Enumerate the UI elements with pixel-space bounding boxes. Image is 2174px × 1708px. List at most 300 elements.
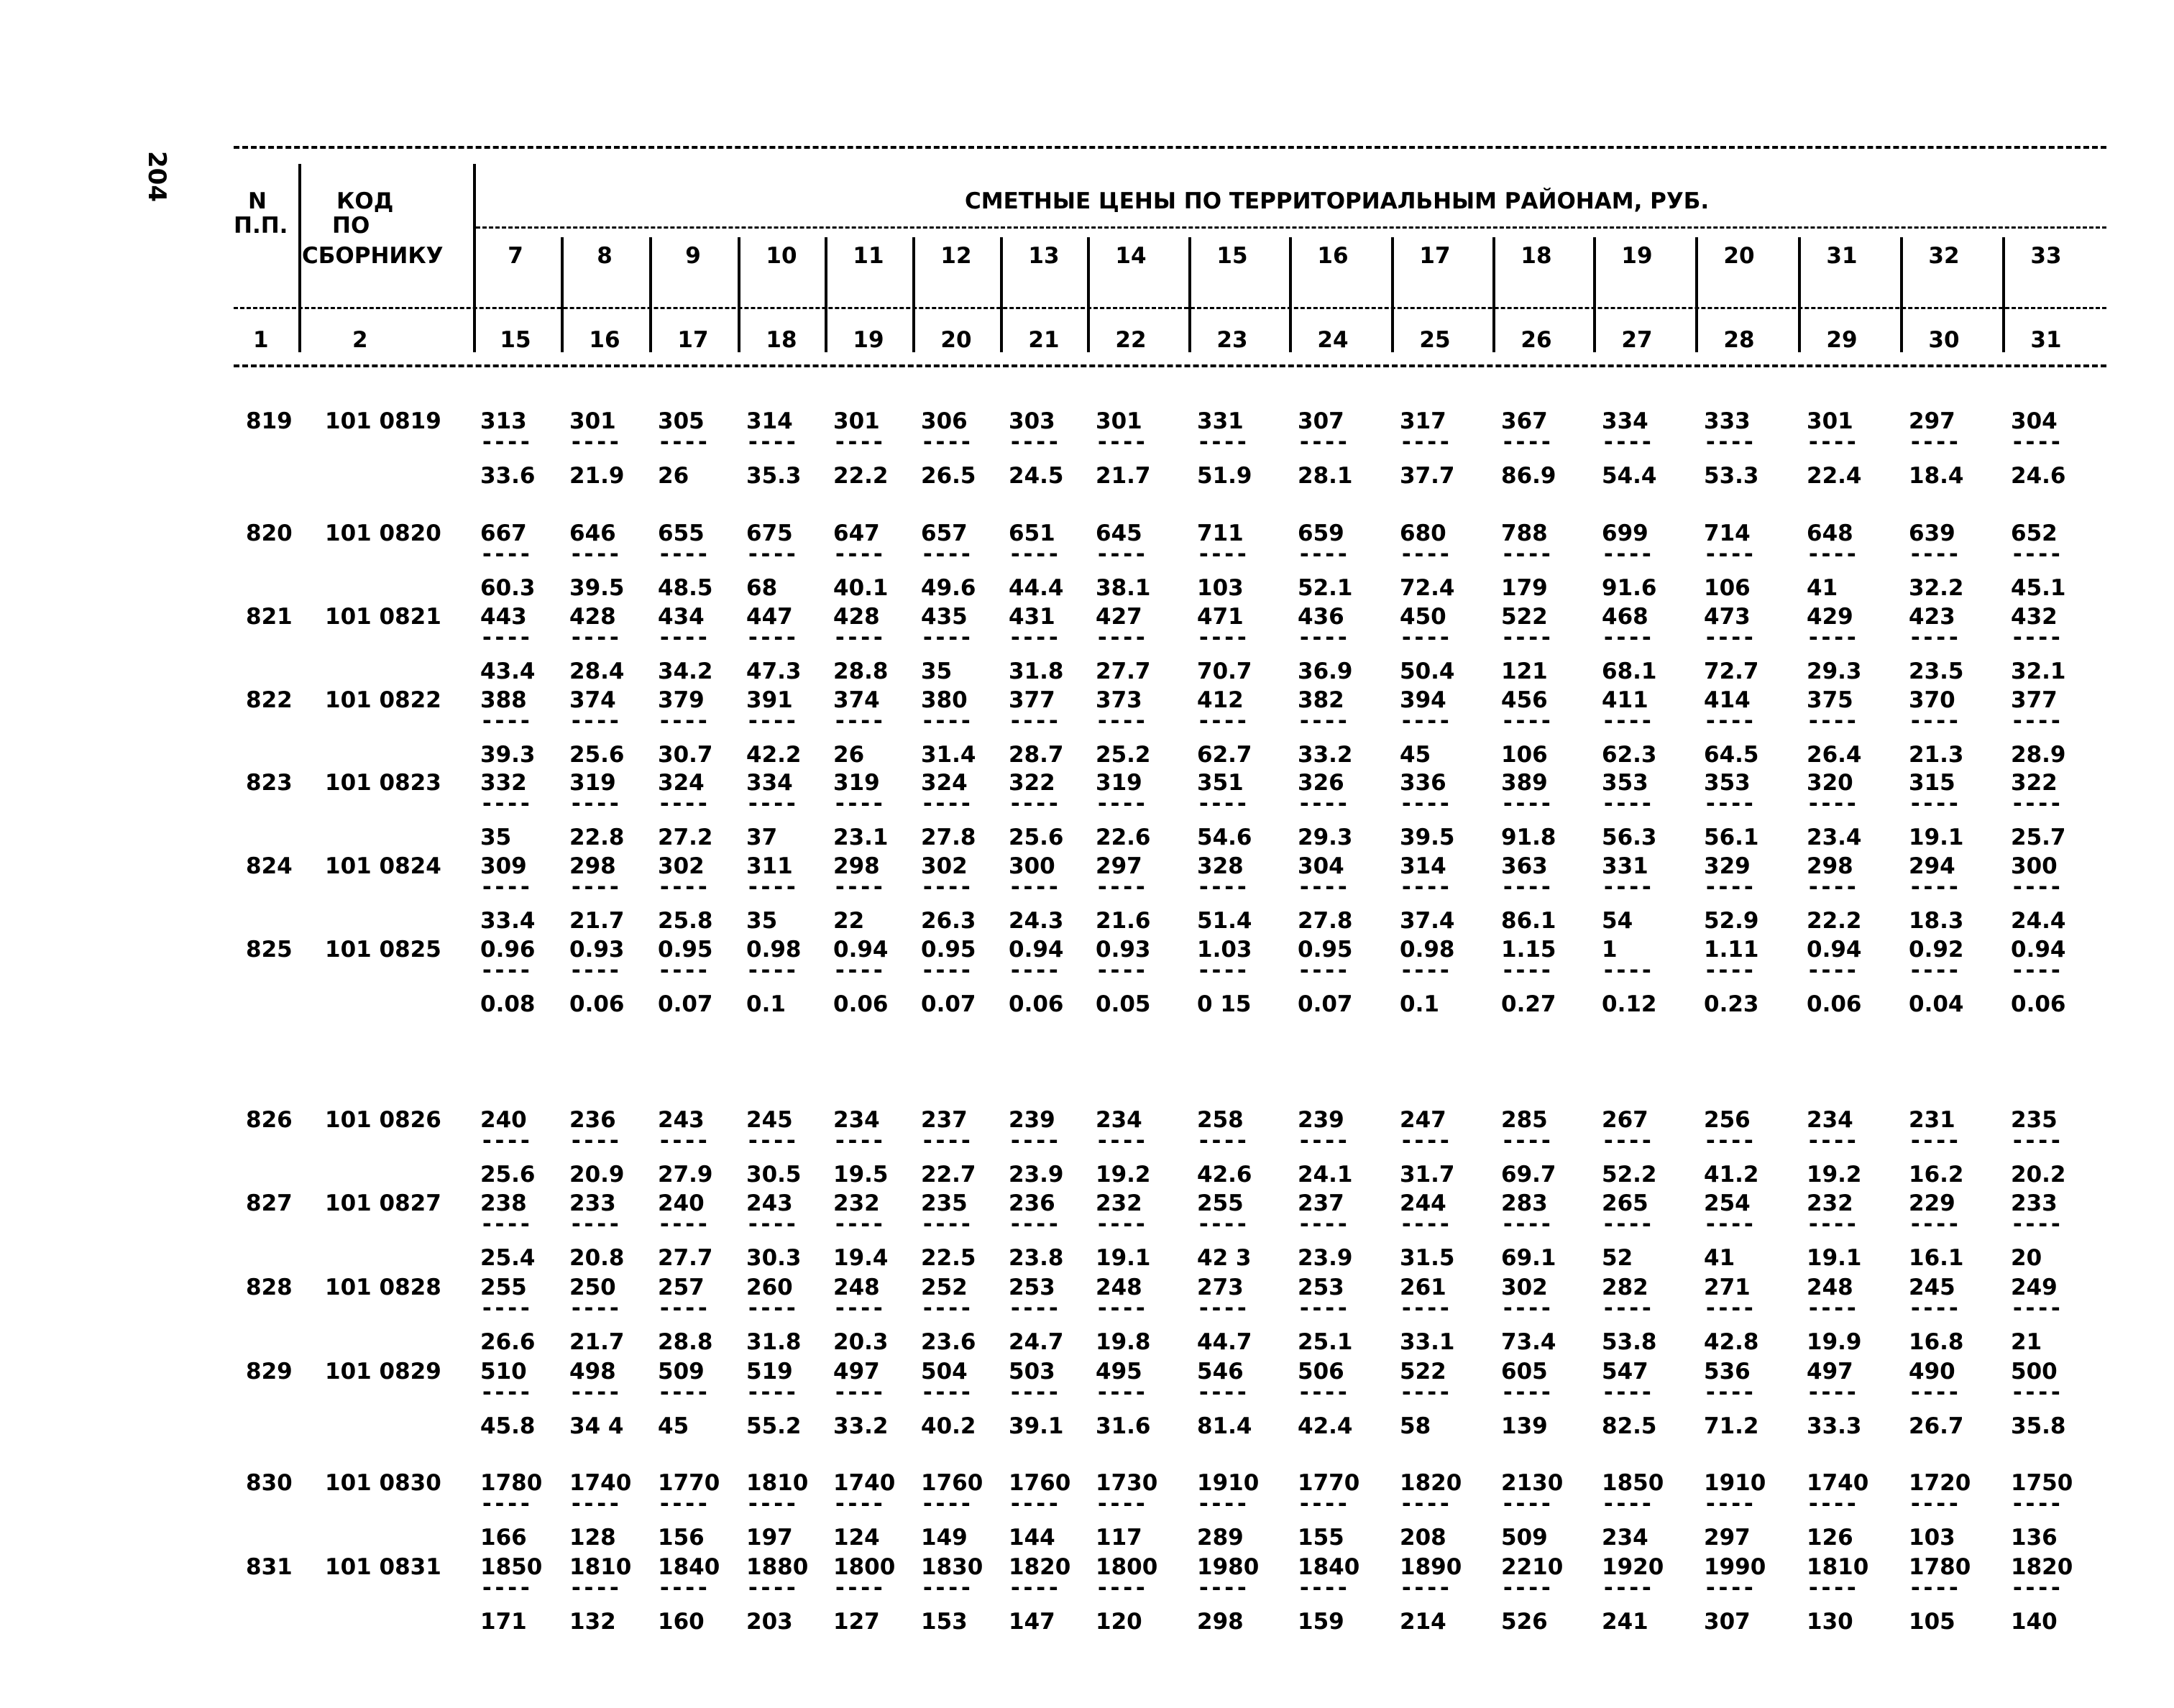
column-number: 30 [1928, 327, 1960, 353]
sub-value: 33.2 [833, 1413, 889, 1439]
price-value: 500 [2011, 1359, 2058, 1385]
price-value: 331 [1602, 853, 1648, 879]
sub-value: 33.2 [1298, 742, 1353, 768]
fraction-line: ---- [1096, 964, 1147, 977]
sub-value: 106 [1704, 575, 1751, 601]
header-bottom-rule [234, 364, 2106, 367]
price-value: 1990 [1704, 1554, 1766, 1580]
price-value: 265 [1602, 1190, 1648, 1216]
sub-value: 31.4 [921, 742, 976, 768]
fraction-line: ---- [1197, 631, 1248, 644]
price-value: 234 [1807, 1107, 1853, 1133]
sub-value: 0 15 [1197, 991, 1252, 1017]
sub-value: 86.1 [1501, 908, 1556, 934]
fraction-line: ---- [1501, 881, 1552, 894]
sub-value: 22.8 [569, 825, 625, 850]
sub-value: 51.4 [1197, 908, 1252, 934]
sub-value: 155 [1298, 1525, 1344, 1551]
sub-value: 72.4 [1400, 575, 1455, 601]
column-number: 24 [1317, 327, 1349, 353]
fraction-line: ---- [1704, 1218, 1755, 1231]
row-code: 101 0820 [325, 520, 441, 546]
fraction-line: ---- [1197, 881, 1248, 894]
sub-value: 39.5 [569, 575, 625, 601]
sub-value: 21.6 [1096, 908, 1151, 934]
fraction-line: ---- [1298, 1134, 1349, 1147]
header-column-divider [1188, 237, 1191, 352]
fraction-line: ---- [1909, 1497, 1960, 1510]
price-value: 326 [1298, 770, 1344, 796]
sub-value: 25.6 [480, 1162, 536, 1188]
fraction-line: ---- [480, 1581, 531, 1594]
fraction-line: ---- [1909, 548, 1960, 561]
price-value: 1810 [569, 1554, 632, 1580]
price-value: 254 [1704, 1190, 1751, 1216]
sub-value: 20.3 [833, 1329, 889, 1355]
header-column-divider [825, 237, 827, 352]
price-value: 248 [833, 1275, 880, 1300]
price-value: 309 [480, 853, 527, 879]
price-value: 239 [1009, 1107, 1055, 1133]
price-value: 282 [1602, 1275, 1648, 1300]
sub-value: 26 [833, 742, 865, 768]
sub-value: 126 [1807, 1525, 1853, 1551]
column-number: 25 [1419, 327, 1451, 353]
price-value: 303 [1009, 408, 1055, 434]
price-value: 247 [1400, 1107, 1446, 1133]
price-value: 1.11 [1704, 937, 1759, 963]
price-value: 1840 [1298, 1554, 1360, 1580]
sub-value: 117 [1096, 1525, 1142, 1551]
fraction-line: ---- [1197, 1218, 1248, 1231]
price-value: 231 [1909, 1107, 1955, 1133]
price-value: 1890 [1400, 1554, 1462, 1580]
fraction-line: ---- [2011, 436, 2062, 449]
price-value: 1.03 [1197, 937, 1252, 963]
price-value: 659 [1298, 520, 1344, 546]
sub-value: 0.04 [1909, 991, 1964, 1017]
district-header: 33 [2030, 243, 2062, 269]
fraction-line: ---- [1807, 797, 1858, 810]
price-value: 297 [1096, 853, 1142, 879]
price-value: 0.98 [1400, 937, 1455, 963]
price-value: 1850 [480, 1554, 543, 1580]
sub-value: 45 [658, 1413, 689, 1439]
sub-value: 28.4 [569, 658, 625, 684]
col-n-label: N [248, 188, 267, 214]
price-value: 300 [1009, 853, 1055, 879]
fraction-line: ---- [1197, 1302, 1248, 1315]
price-value: 237 [1298, 1190, 1344, 1216]
sub-value: 48.5 [658, 575, 713, 601]
fraction-line: ---- [1009, 1386, 1060, 1399]
header-sub-rule [234, 307, 2106, 309]
sub-value: 82.5 [1602, 1413, 1657, 1439]
sub-value: 31.8 [1009, 658, 1064, 684]
fraction-line: ---- [746, 436, 797, 449]
fraction-line: ---- [1909, 1386, 1960, 1399]
header-column-divider [1492, 237, 1495, 352]
price-value: 655 [658, 520, 705, 546]
sub-value: 0.07 [921, 991, 976, 1017]
price-value: 273 [1197, 1275, 1244, 1300]
sub-value: 25.7 [2011, 825, 2066, 850]
sub-value: 28.9 [2011, 742, 2066, 768]
price-value: 261 [1400, 1275, 1446, 1300]
fraction-line: ---- [1298, 548, 1349, 561]
price-value: 331 [1197, 408, 1244, 434]
fraction-line: ---- [1704, 1581, 1755, 1594]
fraction-line: ---- [746, 1218, 797, 1231]
col-number-2: 2 [352, 327, 368, 353]
sub-value: 37.7 [1400, 463, 1455, 489]
price-value: 468 [1602, 604, 1648, 630]
district-header: 31 [1826, 243, 1858, 269]
fraction-line: ---- [1298, 881, 1349, 894]
fraction-line: ---- [1096, 1497, 1147, 1510]
price-value: 1740 [569, 1470, 632, 1496]
sub-value: 35 [921, 658, 953, 684]
fraction-line: ---- [480, 1218, 531, 1231]
sub-value: 40.2 [921, 1413, 976, 1439]
fraction-line: ---- [1807, 631, 1858, 644]
row-number: 829 [246, 1359, 293, 1385]
price-value: 301 [569, 408, 616, 434]
fraction-line: ---- [1096, 797, 1147, 810]
header-divider-n [298, 164, 301, 352]
price-value: 657 [921, 520, 968, 546]
sub-value: 23.8 [1009, 1245, 1064, 1271]
price-value: 232 [833, 1190, 880, 1216]
price-value: 667 [480, 520, 527, 546]
price-value: 428 [833, 604, 880, 630]
fraction-line: ---- [1602, 1581, 1653, 1594]
fraction-line: ---- [1400, 715, 1451, 727]
price-value: 0.98 [746, 937, 802, 963]
sub-value: 0.06 [1807, 991, 1862, 1017]
fraction-line: ---- [1807, 1581, 1858, 1594]
fraction-line: ---- [658, 715, 709, 727]
price-value: 319 [1096, 770, 1142, 796]
sub-value: 68 [746, 575, 778, 601]
fraction-line: ---- [1096, 631, 1147, 644]
fraction-line: ---- [746, 1302, 797, 1315]
sub-value: 41 [1807, 575, 1838, 601]
fraction-line: ---- [1009, 1218, 1060, 1231]
sub-value: 19.1 [1096, 1245, 1151, 1271]
sub-value: 60.3 [480, 575, 536, 601]
fraction-line: ---- [1704, 715, 1755, 727]
sub-value: 22.2 [833, 463, 889, 489]
fraction-line: ---- [2011, 1581, 2062, 1594]
sub-value: 41 [1704, 1245, 1735, 1271]
price-value: 432 [2011, 604, 2058, 630]
fraction-line: ---- [1298, 797, 1349, 810]
price-value: 2130 [1501, 1470, 1564, 1496]
fraction-line: ---- [480, 715, 531, 727]
price-value: 648 [1807, 520, 1853, 546]
sub-value: 16.1 [1909, 1245, 1964, 1271]
sub-value: 33.1 [1400, 1329, 1455, 1355]
price-value: 329 [1704, 853, 1751, 879]
sub-value: 0.05 [1096, 991, 1151, 1017]
sub-value: 55.2 [746, 1413, 802, 1439]
fraction-line: ---- [1400, 1386, 1451, 1399]
price-value: 394 [1400, 687, 1446, 713]
fraction-line: ---- [833, 1134, 884, 1147]
price-value: 1910 [1704, 1470, 1766, 1496]
sub-value: 68.1 [1602, 658, 1657, 684]
fraction-line: ---- [1298, 1386, 1349, 1399]
fraction-line: ---- [569, 1581, 620, 1594]
sub-value: 23.4 [1807, 825, 1862, 850]
fraction-line: ---- [569, 1134, 620, 1147]
sub-value: 44.4 [1009, 575, 1064, 601]
sub-value: 136 [2011, 1525, 2058, 1551]
price-value: 232 [1096, 1190, 1142, 1216]
price-value: 1750 [2011, 1470, 2073, 1496]
price-value: 237 [921, 1107, 968, 1133]
sub-value: 166 [480, 1525, 527, 1551]
sub-value: 0.08 [480, 991, 536, 1017]
sub-value: 120 [1096, 1609, 1142, 1635]
sub-value: 33.6 [480, 463, 536, 489]
sub-value: 23.6 [921, 1329, 976, 1355]
sub-value: 19.2 [1096, 1162, 1151, 1188]
price-value: 0.94 [833, 937, 889, 963]
fraction-line: ---- [2011, 631, 2062, 644]
header-column-divider [1900, 237, 1903, 352]
sub-value: 39.3 [480, 742, 536, 768]
fraction-line: ---- [746, 715, 797, 727]
fraction-line: ---- [1298, 436, 1349, 449]
sub-value: 41.2 [1704, 1162, 1759, 1188]
fraction-line: ---- [1807, 548, 1858, 561]
price-value: 306 [921, 408, 968, 434]
fraction-line: ---- [658, 881, 709, 894]
price-value: 1800 [833, 1554, 896, 1580]
sub-value: 159 [1298, 1609, 1344, 1635]
price-value: 235 [921, 1190, 968, 1216]
sub-value: 289 [1197, 1525, 1244, 1551]
fraction-line: ---- [1009, 1497, 1060, 1510]
price-value: 498 [569, 1359, 616, 1385]
row-number: 820 [246, 520, 293, 546]
price-value: 651 [1009, 520, 1055, 546]
sub-value: 35 [480, 825, 512, 850]
fraction-line: ---- [1602, 1302, 1653, 1315]
fraction-line: ---- [921, 1497, 972, 1510]
sub-value: 27.7 [658, 1245, 713, 1271]
price-value: 248 [1807, 1275, 1853, 1300]
fraction-line: ---- [833, 964, 884, 977]
sub-value: 53.3 [1704, 463, 1759, 489]
price-value: 423 [1909, 604, 1955, 630]
col-n-label-2: П.П. [234, 213, 288, 239]
fraction-line: ---- [1009, 715, 1060, 727]
fraction-line: ---- [1704, 1134, 1755, 1147]
district-header: 11 [853, 243, 884, 269]
col-code-label-3: СБОРНИКУ [302, 243, 444, 269]
sub-value: 56.1 [1704, 825, 1759, 850]
fraction-line: ---- [2011, 964, 2062, 977]
fraction-line: ---- [569, 964, 620, 977]
price-value: 1800 [1096, 1554, 1158, 1580]
sub-value: 132 [569, 1609, 616, 1635]
fraction-line: ---- [1009, 1302, 1060, 1315]
price-value: 255 [480, 1275, 527, 1300]
fraction-line: ---- [921, 1218, 972, 1231]
fraction-line: ---- [1909, 436, 1960, 449]
header-column-divider [1391, 237, 1394, 352]
fraction-line: ---- [1704, 1386, 1755, 1399]
fraction-line: ---- [480, 631, 531, 644]
fraction-line: ---- [658, 631, 709, 644]
fraction-line: ---- [1197, 1581, 1248, 1594]
sub-value: 91.6 [1602, 575, 1657, 601]
price-value: 788 [1501, 520, 1548, 546]
fraction-line: ---- [1009, 964, 1060, 977]
price-value: 301 [1807, 408, 1853, 434]
sub-value: 28.7 [1009, 742, 1064, 768]
fraction-line: ---- [921, 881, 972, 894]
fraction-line: ---- [480, 1497, 531, 1510]
column-number: 20 [940, 327, 972, 353]
fraction-line: ---- [833, 1218, 884, 1231]
fraction-line: ---- [1602, 631, 1653, 644]
fraction-line: ---- [2011, 881, 2062, 894]
sub-value: 31.5 [1400, 1245, 1455, 1271]
sub-value: 19.1 [1909, 825, 1964, 850]
price-value: 229 [1909, 1190, 1955, 1216]
price-value: 243 [658, 1107, 705, 1133]
fraction-line: ---- [2011, 1302, 2062, 1315]
fraction-line: ---- [569, 1218, 620, 1231]
header-column-divider [649, 237, 652, 352]
price-value: 0.93 [1096, 937, 1151, 963]
price-value: 301 [833, 408, 880, 434]
fraction-line: ---- [921, 715, 972, 727]
row-code: 101 0830 [325, 1470, 441, 1496]
sub-value: 62.7 [1197, 742, 1252, 768]
fraction-line: ---- [1807, 1386, 1858, 1399]
sub-value: 27.7 [1096, 658, 1151, 684]
price-value: 647 [833, 520, 880, 546]
district-header: 14 [1115, 243, 1147, 269]
sub-value: 214 [1400, 1609, 1446, 1635]
sub-value: 197 [746, 1525, 793, 1551]
fraction-line: ---- [1197, 436, 1248, 449]
price-value: 374 [833, 687, 880, 713]
price-value: 1760 [1009, 1470, 1071, 1496]
fraction-line: ---- [658, 1386, 709, 1399]
price-value: 1740 [833, 1470, 896, 1496]
sub-value: 0.06 [1009, 991, 1064, 1017]
sub-value: 35.3 [746, 463, 802, 489]
column-number: 27 [1621, 327, 1653, 353]
sub-value: 29.3 [1298, 825, 1353, 850]
fraction-line: ---- [1501, 964, 1552, 977]
fraction-line: ---- [480, 797, 531, 810]
row-code: 101 0821 [325, 604, 441, 630]
price-value: 435 [921, 604, 968, 630]
sub-value: 18.4 [1909, 463, 1964, 489]
price-value: 0.94 [1009, 937, 1064, 963]
fraction-line: ---- [1096, 1386, 1147, 1399]
sub-value: 43.4 [480, 658, 536, 684]
price-value: 1730 [1096, 1470, 1158, 1496]
price-value: 0.95 [1298, 937, 1353, 963]
fraction-line: ---- [1501, 1497, 1552, 1510]
fraction-line: ---- [1807, 1218, 1858, 1231]
price-value: 294 [1909, 853, 1955, 879]
fraction-line: ---- [1704, 1302, 1755, 1315]
price-value: 236 [569, 1107, 616, 1133]
sub-value: 20.9 [569, 1162, 625, 1188]
fraction-line: ---- [1298, 1497, 1349, 1510]
district-header: 10 [766, 243, 797, 269]
price-value: 370 [1909, 687, 1955, 713]
sub-value: 22.5 [921, 1245, 976, 1271]
sub-value: 22.4 [1807, 463, 1862, 489]
sub-value: 509 [1501, 1525, 1548, 1551]
fraction-line: ---- [921, 1302, 972, 1315]
sub-value: 156 [658, 1525, 705, 1551]
fraction-line: ---- [569, 436, 620, 449]
price-value: 1880 [746, 1554, 809, 1580]
fraction-line: ---- [658, 436, 709, 449]
sub-value: 31.6 [1096, 1413, 1151, 1439]
sub-value: 26.3 [921, 908, 976, 934]
price-value: 1720 [1909, 1470, 1971, 1496]
price-value: 297 [1909, 408, 1955, 434]
price-value: 0.94 [1807, 937, 1862, 963]
sub-value: 29.3 [1807, 658, 1862, 684]
price-value: 307 [1298, 408, 1344, 434]
sub-value: 39.5 [1400, 825, 1455, 850]
price-value: 252 [921, 1275, 968, 1300]
fraction-line: ---- [1602, 1134, 1653, 1147]
price-value: 374 [569, 687, 616, 713]
sub-value: 0.1 [1400, 991, 1439, 1017]
price-value: 298 [833, 853, 880, 879]
district-header: 17 [1419, 243, 1451, 269]
column-number: 22 [1115, 327, 1147, 353]
sub-value: 53.8 [1602, 1329, 1657, 1355]
sub-value: 52.2 [1602, 1162, 1657, 1188]
price-value: 519 [746, 1359, 793, 1385]
price-value: 389 [1501, 770, 1548, 796]
price-value: 253 [1298, 1275, 1344, 1300]
sub-value: 42.6 [1197, 1162, 1252, 1188]
price-value: 233 [569, 1190, 616, 1216]
fraction-line: ---- [1197, 548, 1248, 561]
district-header: 13 [1028, 243, 1060, 269]
sub-value: 86.9 [1501, 463, 1556, 489]
fraction-line: ---- [1197, 1497, 1248, 1510]
sub-value: 52.9 [1704, 908, 1759, 934]
fraction-line: ---- [1009, 631, 1060, 644]
sub-value: 0.23 [1704, 991, 1759, 1017]
row-code: 101 0829 [325, 1359, 441, 1385]
price-value: 302 [658, 853, 705, 879]
header-column-divider [1087, 237, 1090, 352]
fraction-line: ---- [1602, 548, 1653, 561]
price-value: 0.96 [480, 937, 536, 963]
price-value: 699 [1602, 520, 1648, 546]
sub-value: 21.3 [1909, 742, 1964, 768]
sub-value: 28.1 [1298, 463, 1353, 489]
